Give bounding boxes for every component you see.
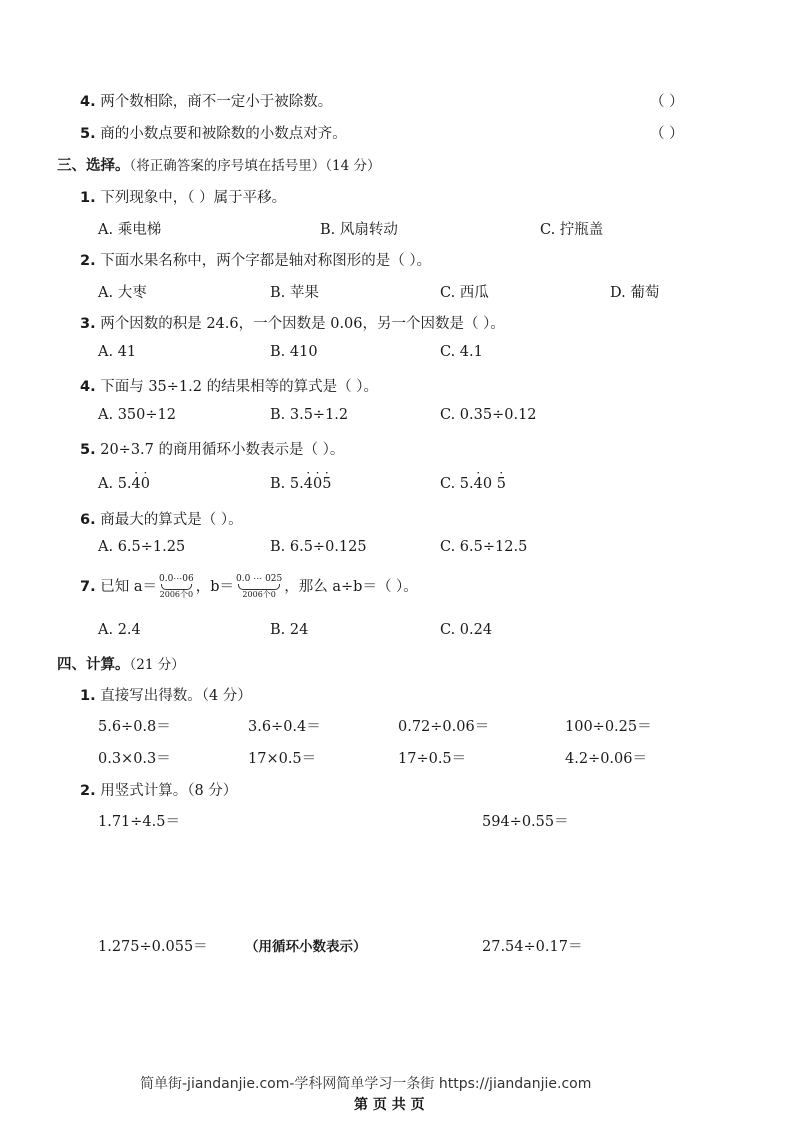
option-d[interactable]: D. 葡萄 <box>610 285 660 301</box>
section-3-heading <box>57 154 380 175</box>
option-c[interactable]: C. 西瓜 <box>440 285 489 301</box>
section-title: 三、选择。 <box>57 157 130 174</box>
question-7 <box>80 574 418 600</box>
option-a[interactable]: A. 2.4 <box>98 622 141 638</box>
section-note: （将正确答案的序号填在括号里）（14 分） <box>129 158 381 174</box>
item-number: 1. <box>80 688 96 704</box>
judge-item-5 <box>80 122 347 143</box>
section-title: 四、计算。 <box>57 656 130 673</box>
digit: 0 <box>140 476 150 492</box>
vertical-calc-2: 594÷0.55＝ <box>482 814 569 830</box>
vertical-calc-3: 1.275÷0.055＝ <box>98 939 208 955</box>
option-b[interactable]: B. 3.5÷1.2 <box>270 407 349 423</box>
calc-item: 0.3×0.3＝ <box>98 751 171 767</box>
answer-blank[interactable]: （ ） <box>650 94 684 110</box>
option-b[interactable]: B. 24 <box>270 622 309 638</box>
calc-item: 3.6÷0.4＝ <box>248 719 321 735</box>
item-number: 5. <box>80 126 96 142</box>
brace-label: 2006个0 <box>159 590 194 599</box>
underbrace-number-a <box>159 574 194 600</box>
item-number: 4. <box>80 379 96 395</box>
question-text: ，那么 a÷b＝（ ）。 <box>284 579 418 595</box>
repeating-digit <box>473 466 483 492</box>
question-2 <box>80 249 431 270</box>
option-a[interactable]: A. 41 <box>98 344 137 360</box>
item-number: 2. <box>80 783 96 799</box>
repeating-digit <box>322 466 332 492</box>
item-text: 商的小数点要和被除数的小数点对齐。 <box>100 126 347 142</box>
digit: 4 <box>473 476 483 492</box>
option-c[interactable]: C. 4.1 <box>440 344 483 360</box>
option-b[interactable]: B. 风扇转动 <box>320 222 398 238</box>
page-number: 第 页 共 页 <box>354 1097 425 1113</box>
repeat-dot: · <box>476 466 481 480</box>
number-text: 0.0⋯06 <box>158 574 194 584</box>
calc-item: 17÷0.5＝ <box>398 751 467 767</box>
option-b[interactable]: B. 6.5÷0.125 <box>270 539 367 555</box>
vertical-calc-4: 27.54÷0.17＝ <box>482 939 583 955</box>
repeat-dot: · <box>324 466 329 480</box>
item-number: 3. <box>80 316 96 332</box>
repeat-dot: · <box>315 466 320 480</box>
digit: 0 <box>482 476 493 492</box>
repeating-digit <box>496 466 506 492</box>
digit: 4 <box>131 476 141 492</box>
digit: 4 <box>303 476 313 492</box>
option-c[interactable]: C. 0.24 <box>440 622 493 638</box>
item-text: 两个数相除，商不一定小于被除数。 <box>100 94 333 110</box>
option-c[interactable]: C. 拧瓶盖 <box>540 222 604 238</box>
section-note: （21 分） <box>129 657 185 673</box>
repeating-digit <box>140 466 150 492</box>
brace-label: 2006个0 <box>242 590 276 599</box>
underbrace-number-b <box>236 574 282 600</box>
option-b[interactable]: B. 苹果 <box>270 285 319 301</box>
calc-item: 100÷0.25＝ <box>565 719 652 735</box>
digit: 5 <box>322 476 332 492</box>
footer-source: 简单街-jiandanjie.com-学科网简单学习一条街 https://jiandanjie.com <box>140 1076 592 1092</box>
judge-item-4 <box>80 90 332 111</box>
digit: 5 <box>496 476 506 492</box>
calc-note: （用循环小数表示） <box>245 939 367 955</box>
option-a[interactable]: A. 350÷12 <box>98 407 176 423</box>
section-4-heading <box>57 653 185 674</box>
option-a[interactable] <box>98 466 150 492</box>
question-text: ，b＝ <box>195 579 235 595</box>
question-text: 两个因数的积是 24.6，一个因数是 0.06，另一个因数是（ ）。 <box>100 316 505 332</box>
calc-item: 5.6÷0.8＝ <box>98 719 171 735</box>
question-1 <box>80 186 286 207</box>
option-a[interactable]: A. 乘电梯 <box>98 222 162 238</box>
question-3 <box>80 312 505 333</box>
question-text: 下列现象中，（ ）属于平移。 <box>100 190 287 206</box>
item-number: 5. <box>80 442 96 458</box>
question-4 <box>80 375 378 396</box>
item-number: 2. <box>80 253 96 269</box>
option-prefix: A. 5. <box>98 476 132 492</box>
repeating-digit <box>303 466 313 492</box>
option-prefix: C. 5. <box>440 476 474 492</box>
number-text: 0.0 ⋯ 025 <box>236 574 283 584</box>
problem-text: 用竖式计算。（8 分） <box>100 783 238 799</box>
item-number: 7. <box>80 579 96 595</box>
question-6 <box>80 508 243 529</box>
question-text: 商最大的算式是（ ）。 <box>100 512 243 528</box>
question-text: 下面水果名称中，两个字都是轴对称图形的是（ ）。 <box>100 253 432 269</box>
repeat-dot: · <box>134 466 139 480</box>
item-number: 1. <box>80 190 96 206</box>
repeating-digit <box>131 466 141 492</box>
vertical-calc-1: 1.71÷4.5＝ <box>98 814 180 830</box>
option-a[interactable]: A. 6.5÷1.25 <box>98 539 186 555</box>
item-number: 4. <box>80 94 96 110</box>
question-text: 20÷3.7 的商用循环小数表示是（ ）。 <box>100 442 345 458</box>
option-a[interactable]: A. 大枣 <box>98 285 147 301</box>
calc-item: 17×0.5＝ <box>248 751 317 767</box>
question-5 <box>80 438 344 459</box>
item-number: 6. <box>80 512 96 528</box>
repeat-dot: · <box>499 466 504 480</box>
calc-item: 4.2÷0.06＝ <box>565 751 647 767</box>
option-c[interactable]: C. 6.5÷12.5 <box>440 539 528 555</box>
problem-1 <box>80 684 252 705</box>
answer-blank[interactable]: （ ） <box>650 126 684 142</box>
option-b[interactable]: B. 410 <box>270 344 318 360</box>
repeat-dot: · <box>306 466 311 480</box>
option-b[interactable] <box>270 466 332 492</box>
option-prefix: B. 5. <box>270 476 304 492</box>
option-c[interactable]: C. 0.35÷0.12 <box>440 407 537 423</box>
option-c[interactable] <box>440 466 506 492</box>
question-text: 已知 a＝ <box>100 579 157 595</box>
repeat-dot: · <box>143 466 148 480</box>
repeating-digit <box>312 466 323 492</box>
problem-2 <box>80 779 237 800</box>
digit: 0 <box>312 476 323 492</box>
problem-text: 直接写出得数。（4 分） <box>100 688 252 704</box>
question-text: 下面与 35÷1.2 的结果相等的算式是（ ）。 <box>100 379 378 395</box>
calc-item: 0.72÷0.06＝ <box>398 719 490 735</box>
